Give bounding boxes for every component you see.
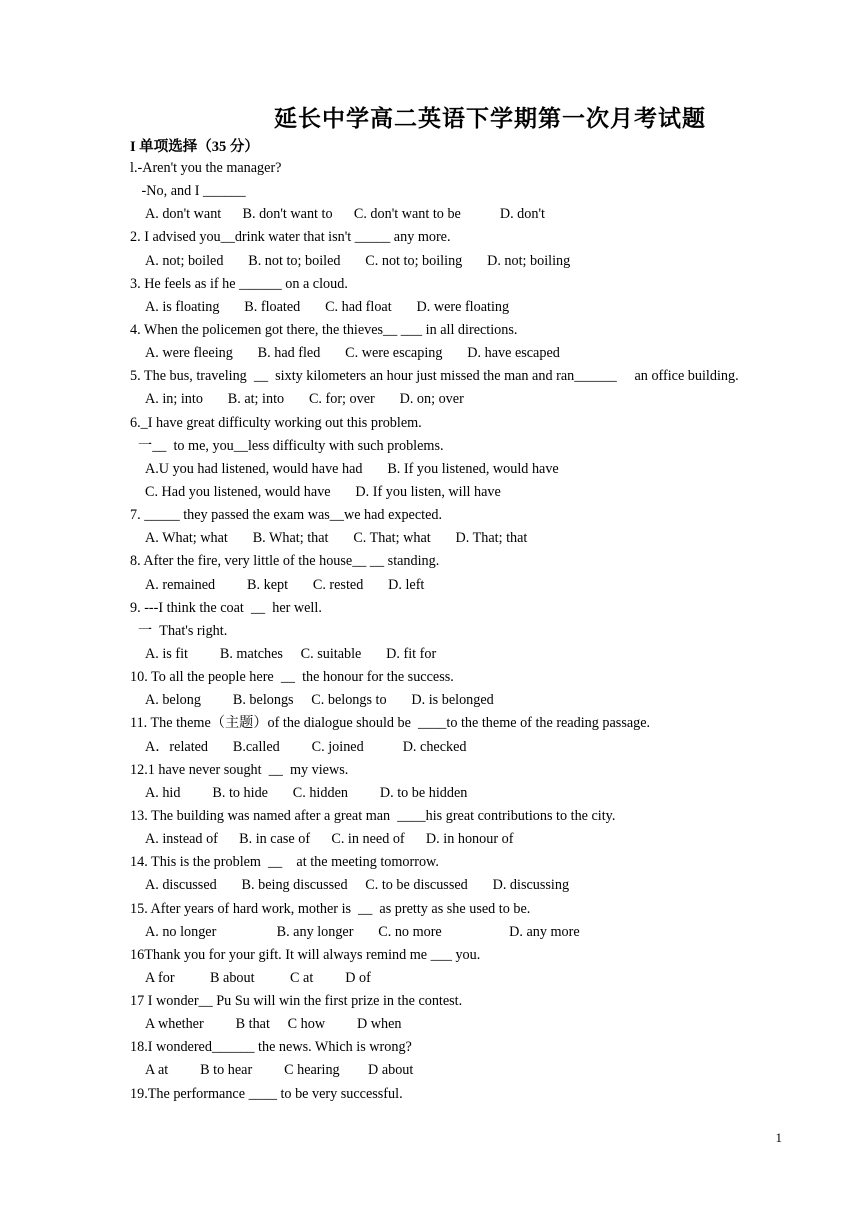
question-text: 11. The theme（主题）of the dialogue should be ____to the theme of the reading passage. (130, 715, 651, 732)
question-text: 13. The building was named after a great man ____his great contributions to the city. (130, 807, 616, 824)
question-text: 9. ---I think the coat __ her well. (130, 599, 322, 616)
answer-options: A. remained B. kept C. rested D. left (145, 576, 425, 593)
question-subline: 一 That's right. (138, 622, 228, 639)
page-number: 1 (775, 1130, 782, 1145)
question-text: 6._I have great difficulty working out this problem. (130, 414, 422, 431)
answer-options: A for B about C at D of (145, 969, 371, 986)
question-text: 14. This is the problem __ at the meeting tomorrow. (130, 854, 439, 871)
question-text: 12.1 have never sought __ my views. (130, 761, 349, 778)
answer-options: A. is fit B. matches C. suitable D. fit for (145, 645, 437, 662)
question-text: 19.The performance ____ to be very successful. (130, 1085, 403, 1102)
answer-options: A. don't want B. don't want to C. don't want to be D. don't (145, 206, 545, 223)
question-text: 15. After years of hard work, mother is __ as pretty as she used to be. (130, 900, 531, 917)
answer-options: A. hid B. to hide C. hidden D. to be hidden (145, 784, 468, 801)
question-text: 5. The bus, traveling __ sixty kilometers an hour just missed the man and ran______ an office building. (130, 368, 739, 385)
question-subline: -No, and I ______ (138, 183, 246, 200)
page-title: 延长中学高二英语下学期第一次月考试题 (274, 105, 706, 132)
answer-options: A. What; what B. What; that C. That; what D. That; that (145, 530, 528, 547)
answer-options: A. not; boiled B. not to; boiled C. not to; boiling D. not; boiling (145, 252, 571, 269)
question-list (130, 157, 800, 1106)
question-text: 3. He feels as if he ______ on a cloud. (130, 275, 348, 292)
question-subline: 一__ to me, you__less difficulty with such problems. (138, 437, 444, 454)
answer-options: A.U you had listened, would have had B. If you listened, would have (145, 460, 559, 477)
answer-options: A. discussed B. being discussed C. to be discussed D. discussing (145, 877, 570, 894)
question-text: 16Thank you for your gift. It will always remind me ___ you. (130, 946, 481, 963)
answer-options: A. no longer B. any longer C. no more D. any more (145, 923, 580, 940)
answer-options: A at B to hear C hearing D about (145, 1062, 414, 1079)
section-heading: I 单项选择（35 分） (130, 139, 259, 155)
answer-options: A whether B that C how D when (145, 1016, 402, 1033)
question-text: 4. When the policemen got there, the thieves__ ___ in all directions. (130, 321, 518, 338)
question-text: 8. After the fire, very little of the house__ __ standing. (130, 553, 440, 570)
answer-options: C. Had you listened, would have D. If you listen, will have (145, 483, 501, 500)
answer-options: A. were fleeing B. had fled C. were escaping D. have escaped (145, 345, 560, 362)
question-text: 2. I advised you__drink water that isn't _____ any more. (130, 229, 451, 246)
question-text: 10. To all the people here __ the honour for the success. (130, 669, 454, 686)
answer-options: A. is floating B. floated C. had float D. were floating (145, 298, 510, 315)
answer-options: A. belong B. belongs C. belongs to D. is belonged (145, 692, 494, 709)
question-text: 17 I wonder__ Pu Su will win the first prize in the contest. (130, 993, 463, 1010)
answer-options: A. in; into B. at; into C. for; over D. on; over (145, 391, 464, 408)
answer-options: A．related B.called C. joined D. checked (145, 738, 467, 755)
question-text: 18.I wondered______ the news. Which is wrong? (130, 1039, 412, 1056)
question-text: 7. _____ they passed the exam was__we had expected. (130, 507, 443, 524)
answer-options: A. instead of B. in case of C. in need of D. in honour of (145, 831, 514, 848)
question-text: l.-Aren't you the manager? (130, 160, 282, 176)
